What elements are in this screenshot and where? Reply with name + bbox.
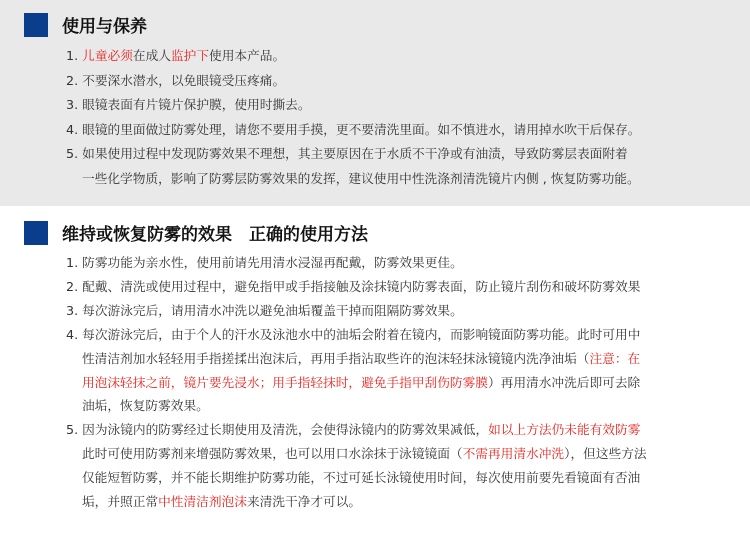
item-text: 油垢，恢复防雾效果。 (82, 398, 209, 414)
antifog-title: 维持或恢复防雾的效果 正确的使用方法 (62, 225, 368, 245)
item-text: 在成人 (132, 48, 171, 63)
heading-square-icon (24, 13, 48, 37)
item-text: ），但这些方法 (564, 446, 647, 462)
care-list (66, 44, 740, 192)
highlight-text: 中性清洁剂泡沫 (158, 494, 247, 510)
list-item (66, 418, 740, 514)
item-text: 3. 每次游泳完后，请用清水冲洗以避免油垢覆盖干掉而阻隔防雾效果。 (66, 302, 463, 318)
highlight-text: 儿童必须 (82, 48, 133, 63)
item-text: 5. 如果使用过程中发现防雾效果不理想，其主要原因在于水质不干净或有油渍，导致防雾层表面附着 (66, 146, 628, 162)
antifog-heading (24, 220, 368, 245)
highlight-text: 如以上方法仍未能有效防雾 (488, 422, 641, 438)
list-item (66, 93, 740, 118)
list-item (66, 44, 740, 69)
list-item (66, 251, 740, 275)
item-text: 1. (66, 48, 83, 63)
heading-square-icon (24, 221, 48, 245)
item-text: 垢，并照正常 (82, 494, 159, 510)
item-text: 一些化学物质，影响了防雾层防雾效果的发挥，建议使用中性洗涤剂清洗镜片内侧 , 恢复防雾功能。 (82, 170, 640, 186)
item-text: 5. 因为泳镜内的防雾经过长期使用及清洗，会使得泳镜内的防雾效果减低， (66, 422, 489, 438)
item-text: 使用本产品。 (209, 48, 286, 63)
item-text: 性清洁剂加水轻轻用手指搓揉出泡沫后，再用手指沾取些许的泡沫轻抹泳镜镜内洗净油垢（ (82, 350, 590, 366)
highlight-text: 监护下 (170, 48, 210, 63)
item-text: 2. 配戴、清洗或使用过程中，避免指甲或手指接触及涂抹镜内防雾表面，防止镜片刮伤和破坏防雾效果 (66, 278, 641, 294)
highlight-text: 不需再用清水冲洗 (462, 446, 565, 462)
item-text: ）再用清水冲洗后即可去除 (488, 374, 641, 390)
item-text: 2. 不要深水潜水，以免眼镜受压疼痛。 (66, 72, 286, 88)
item-text: 1. 防雾功能为亲水性，使用前请先用清水浸湿再配戴，防雾效果更佳。 (66, 255, 463, 270)
item-text: 4. 眼镜的里面做过防雾处理，请您不要用手摸，更不要清洗里面。如不慎进水，请用掉水吹干后保存。 (66, 121, 641, 137)
list-item (66, 323, 740, 419)
highlight-text: 注意：在 (589, 350, 641, 366)
antifog-section (0, 206, 750, 534)
list-item (66, 118, 740, 143)
item-text: 来清洗干净才可以。 (246, 494, 362, 510)
care-title: 使用与保养 (62, 17, 147, 37)
list-item (66, 299, 740, 323)
list-item (66, 142, 740, 191)
antifog-list (66, 251, 740, 514)
item-text: 3. 眼镜表面有片镜片保护膜，使用时撕去。 (66, 97, 311, 113)
item-text: 此时可使用防雾剂来增强防雾效果，也可以用口水涂抹于泳镜镜面（ (82, 446, 463, 462)
list-item (66, 275, 740, 299)
item-text: 4. 每次游泳完后，由于个人的汗水及泳池水中的油垢会附着在镜内，而影响镜面防雾功能。此时可用中 (66, 326, 641, 342)
care-section (0, 0, 750, 206)
list-item (66, 69, 740, 94)
item-text: 仅能短暂防雾，并不能长期维护防雾功能，不过可延长泳镜使用时间，每次使用前要先看镜面有否油 (82, 470, 641, 486)
highlight-text: 用泡沫轻抹之前，镜片要先浸水；用手指轻抹时，避免手指甲刮伤防雾膜 (82, 374, 488, 390)
care-heading (24, 12, 147, 37)
